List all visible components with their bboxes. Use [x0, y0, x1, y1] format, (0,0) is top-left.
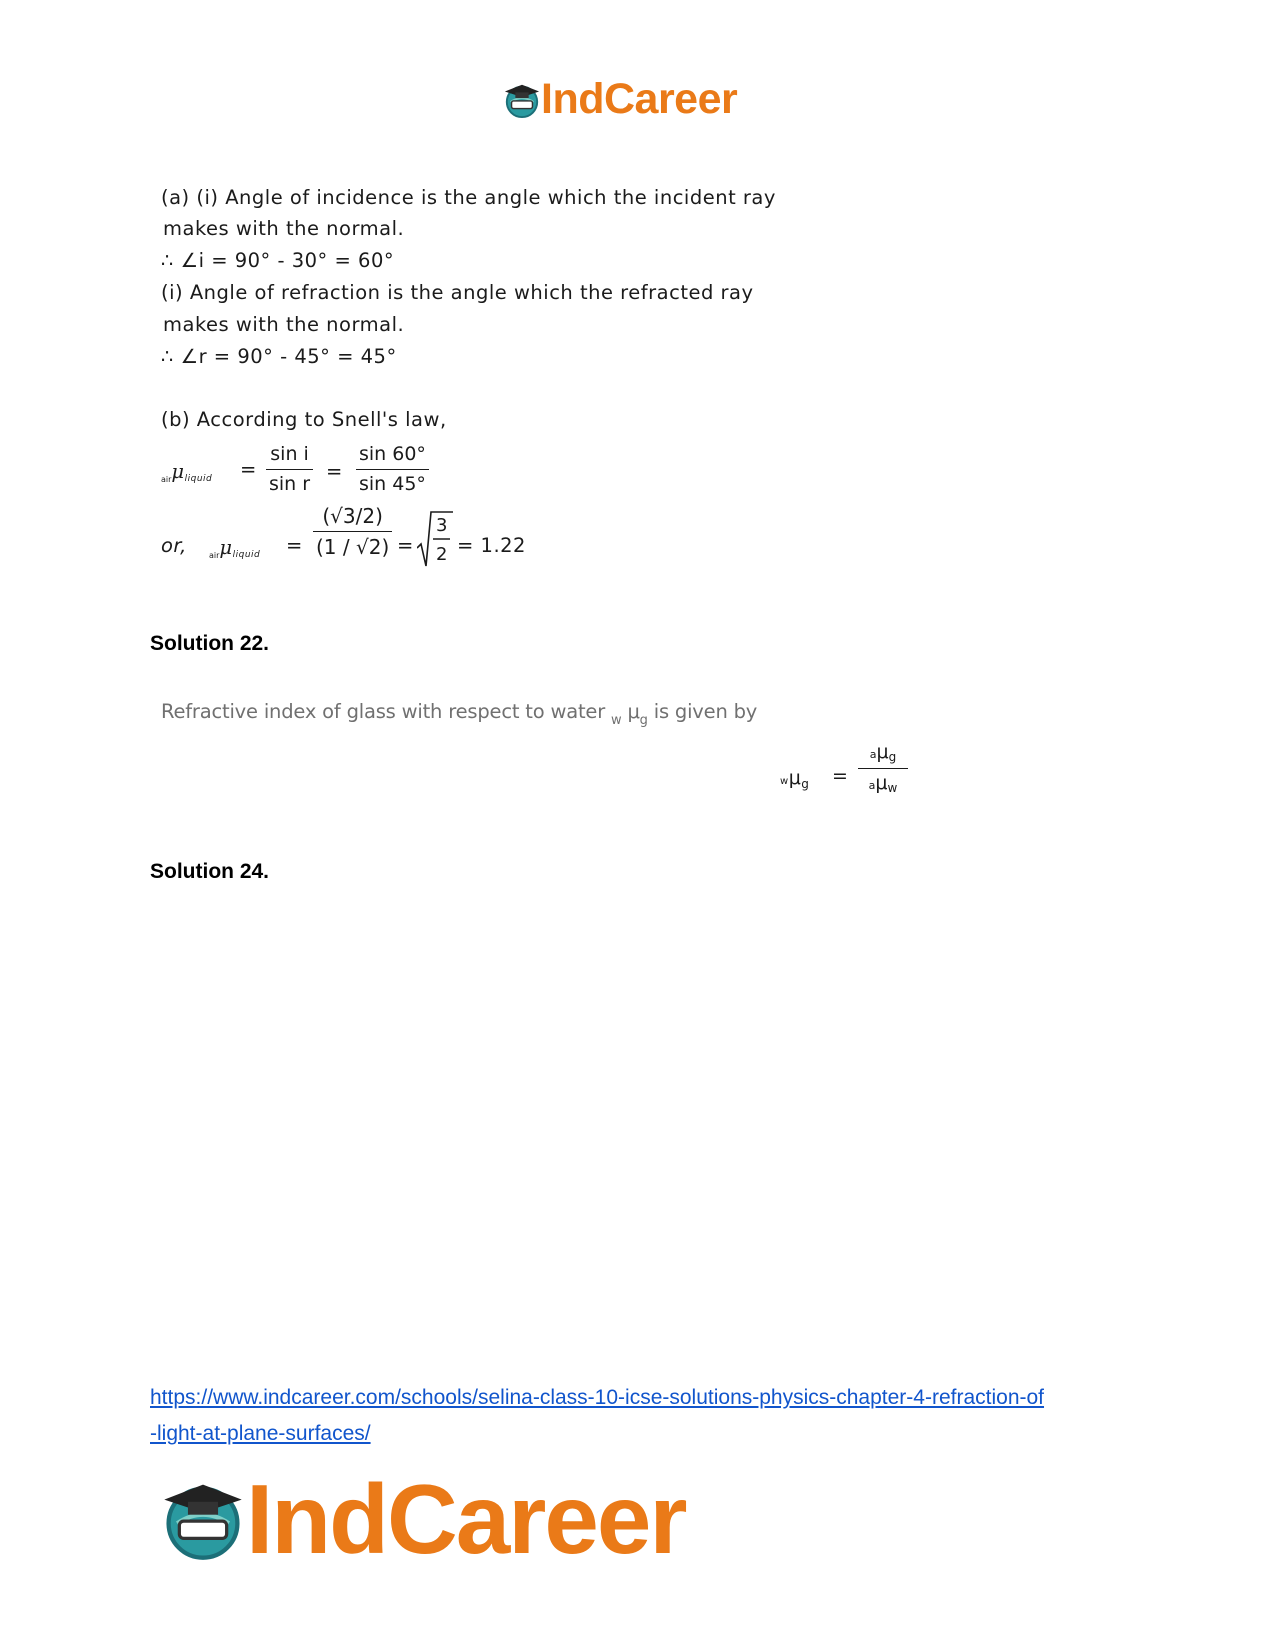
equation-angle-r: ∴ ∠r = 90° - 45° = 45° — [161, 345, 397, 368]
result-value: = 1.22 — [457, 534, 526, 557]
header-logo-text: IndCareer — [541, 75, 738, 123]
line-angle-incidence: (a) (i) Angle of incidence is the angle which the incident ray — [161, 186, 776, 209]
line-makes-normal-2: makes with the normal. — [163, 313, 405, 336]
fraction-root3-over-2: (√3/2) (1 / √2) — [313, 505, 392, 559]
source-link[interactable] — [150, 1380, 1150, 1452]
header-logo — [503, 75, 738, 123]
fraction-sin-i-sin-r: sin i sin r — [266, 444, 313, 496]
fraction-a-mu-g-over-a-mu-w: aμg aμw — [858, 742, 908, 796]
source-link-line-2[interactable]: -light-at-plane-surfaces/ — [150, 1422, 371, 1445]
equation-w-mu-g: $w\mu_g$ = aμg aμw — [780, 740, 920, 810]
fraction-sin60-sin45: sin 60° sin 45° — [356, 444, 429, 496]
solution-22-heading: Solution 22. — [150, 632, 270, 655]
footer-logo-text: IndCareer — [246, 1464, 686, 1574]
source-link-line-1[interactable]: https://www.indcareer.com/schools/selina-class-10-icse-solutions-physics-chapter-4-refraction-of — [150, 1386, 1045, 1409]
equation-angle-i: ∴ ∠i = 90° - 30° = 60° — [161, 249, 395, 272]
line-snells-law: (b) According to Snell's law, — [161, 408, 447, 431]
footer-logo — [160, 1464, 686, 1574]
equals-sign-2: = — [326, 460, 343, 483]
solution-24-heading: Solution 24. — [150, 860, 270, 883]
equals-sign-3: = — [286, 534, 303, 557]
equals-sign-4: = — [397, 534, 414, 557]
refractive-index-text: Refractive index of glass with respect to water $_w$ $\mu_g$ is given by — [161, 700, 758, 728]
mu-air-liquid-2: $_{air}$μliquid — [209, 536, 261, 560]
mu-air-liquid-1: $_{air}$μliquid — [161, 460, 213, 484]
equals-sign-1: = — [240, 458, 257, 481]
graduation-cap-globe-icon — [503, 81, 541, 119]
graduation-cap-globe-icon — [160, 1476, 246, 1562]
or-label: or, — [161, 534, 187, 557]
line-angle-refraction: (i) Angle of refraction is the angle which the refracted ray — [161, 281, 754, 304]
line-makes-normal-1: makes with the normal. — [163, 217, 405, 240]
sqrt-fraction: 3 2 — [417, 510, 453, 570]
